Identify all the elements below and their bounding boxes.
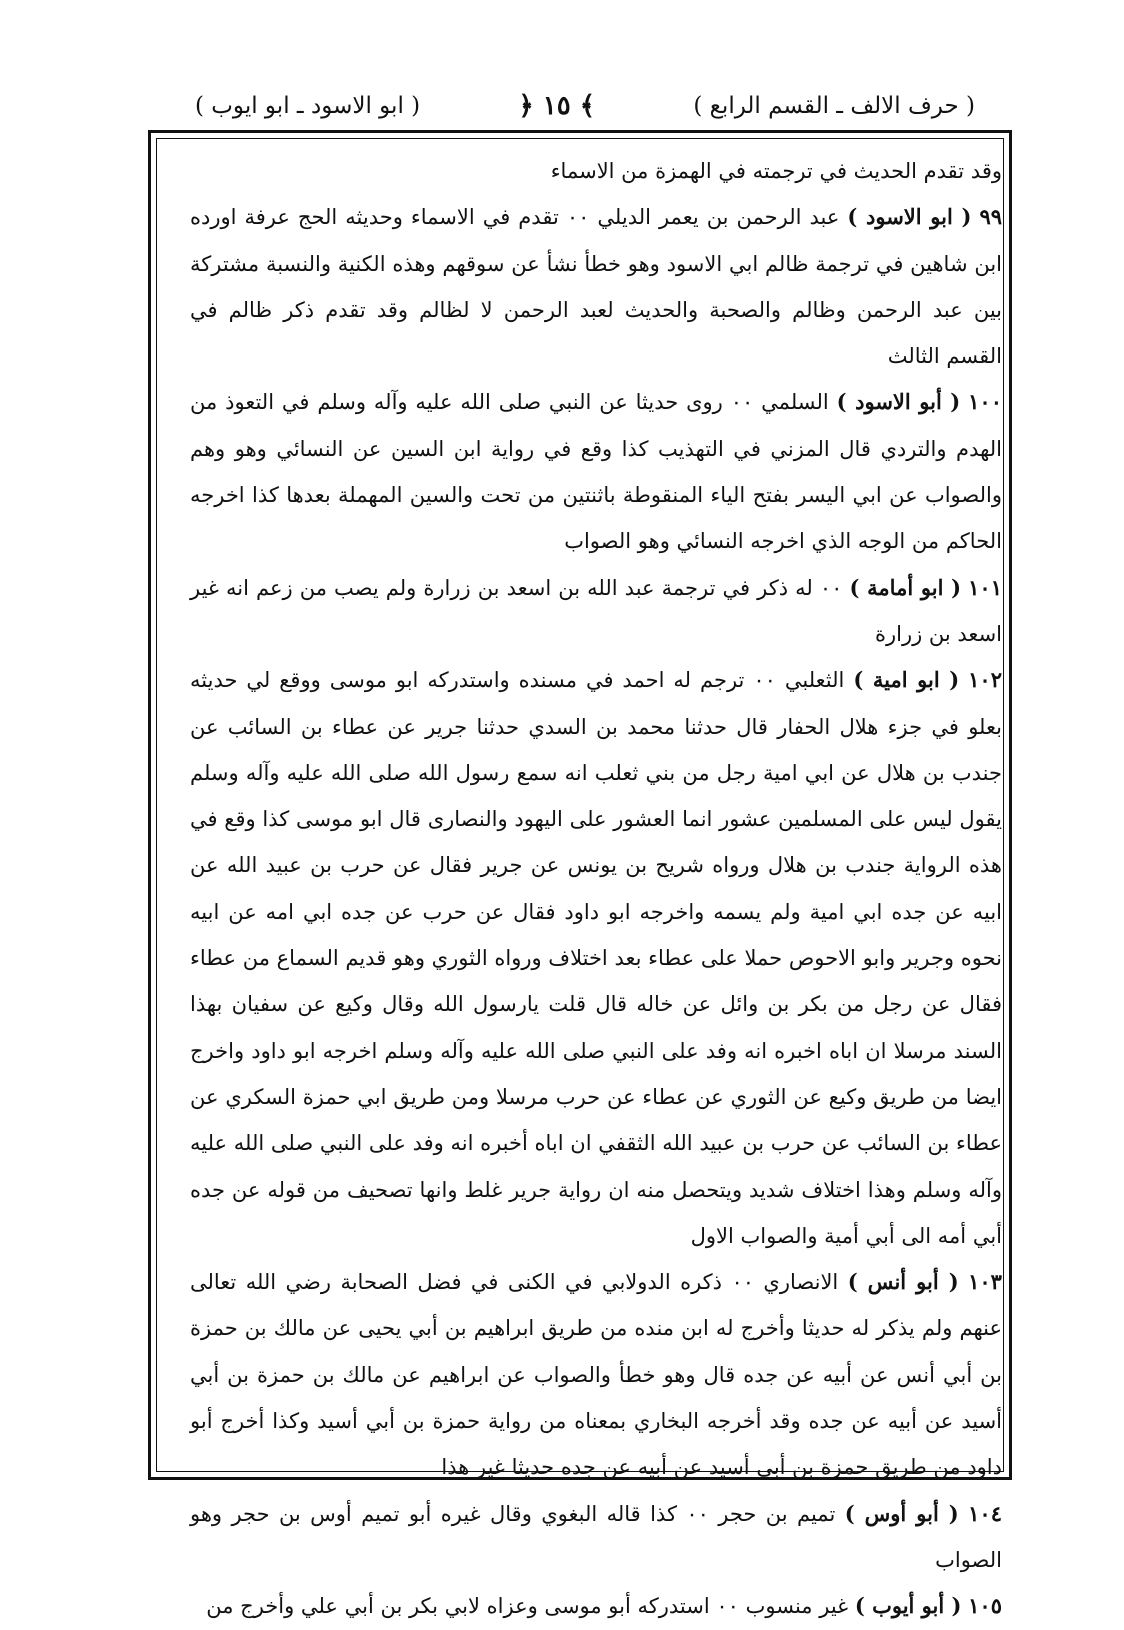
entry-number: ١٠٠ (968, 389, 1002, 415)
entry-number: ٩٩ (979, 204, 1002, 230)
entry-101 (190, 565, 1002, 658)
entry-name: ( أبو أيوب ) (854, 1593, 962, 1619)
entry-text: السلمي ٠٠ روى حديثا عن النبي صلى الله عليه وآله وسلم في التعوذ من الهدم والتردي قال المزني في التهذيب كذا وقع في رواية ابن السين عن النسائي وهو وهم والصواب عن ابي اليسر بفتح الياء المنقوطة باثنتين من تحت والسين المهملة بعدها كذا اخرجه الحاكم من الوجه الذي اخرجه النسائي وهو الصواب (190, 390, 1002, 554)
entry-number: ١٠٤ (968, 1500, 1002, 1526)
entry-name: ( ابو أمامة ) (849, 574, 962, 600)
running-header (195, 85, 975, 127)
entry-name: ( أبو أوس ) (844, 1500, 959, 1526)
entry-100 (190, 379, 1002, 564)
body-text (190, 148, 1002, 1630)
entry-text: الثعلبي ٠٠ ترجم له احمد في مسنده واستدركه ابو موسى ووقع لي حديثه بعلو في جزء هلال الحفار قال حدثنا محمد بن السدي حدثنا جرير عن عطاء بن السائب عن جندب بن هلال عن ابي امية رجل من بني ثعلب انه سمع رسول الله صلى الله عليه وآله وسلم يقول ليس على المسلمين عشور انما العشور على اليهود والنصارى قال ابو موسى كذا وقع في هذه الرواية جندب بن هلال ورواه شريح بن يونس عن جرير فقال عن حرب بن عبيد الله عن ابيه عن جده ابي امية ولم يسمه واخرجه ابو داود فقال عن حرب عن جده ابي امه عن ابيه نحوه وجرير وابو الاحوص حملا على عطاء بعد اختلاف ورواه الثوري وهو قديم السماع من عطاء فقال عن رجل من بكر بن وائل عن خاله قال قلت يارسول الله وقال وكيع عن سفيان بهذا السند مرسلا ان اباه اخبره انه وفد على النبي صلى الله عليه وآله وسلم اخرجه ابو داود واخرج ايضا من طريق وكيع عن الثوري عن عطاء عن حرب مرسلا ومن طريق ابي حمزة السكري عن عطاء بن السائب عن حرب بن عبيد الله الثقفي ان اباه أخبره انه وفد على النبي صلى الله عليه وآله وسلم وهذا اختلاف شديد ويتحصل منه ان رواية جرير غلط وانها تصحيف من قوله عن جده أبي أمه الى أبي أمية والصواب الاول (190, 668, 1002, 1248)
header-right-title: ( حرف الالف ـ القسم الرابع ) (693, 93, 975, 119)
entry-name: ( أبو الاسود ) (836, 389, 961, 415)
entry-text: تميم بن حجر ٠٠ كذا قاله البغوي وقال غيره أبو تميم أوس بن حجر وهو الصواب (190, 1501, 1002, 1572)
entry-name: ( ابو الاسود ) (847, 204, 972, 230)
entry-text: عبد الرحمن بن يعمر الديلي ٠٠ تقدم في الاسماء وحديثه الحج عرفة اورده ابن شاهين في ترجمة ظالم ابي الاسود وهو خطأ نشأ عن سوقهم وهذه الكنية والنسبة مشتركة بين عبد الرحمن وظالم والصحبة والحديث لعبد الرحمن لا لظالم وقد تقدم ذكر ظالم في القسم الثالث (190, 205, 1002, 369)
entry-104 (190, 1491, 1002, 1584)
paragraph-continuation (190, 148, 1002, 194)
entry-number: ١٠٢ (968, 667, 1002, 693)
entry-103 (190, 1259, 1002, 1490)
entry-number: ١٠١ (968, 574, 1002, 600)
entry-text: الانصاري ٠٠ ذكره الدولابي في الكنى في فضل الصحابة رضي الله تعالى عنهم ولم يذكر له حديثا وأخرج له ابن منده من طريق ابراهيم بن أبي يحيى عن مالك بن حمزة بن أبي أنس عن أبيه عن جده قال وهو خطأ والصواب عن ابراهيم عن مالك بن حمزة بن أبي أسيد عن أبيه عن جده وقد أخرجه البخاري بمعناه من رواية حمزة بن أبي أسيد وكذا أخرج أبو داود من طريق حمزة بن أبي أسيد عن أبيه عن جده حديثا غير هذا (190, 1270, 1002, 1480)
entry-name: ( أبو أنس ) (847, 1269, 959, 1295)
entry-text: ٠٠ له ذكر في ترجمة عبد الله بن اسعد بن زرارة ولم يصب من زعم انه غير اسعد بن زرارة (190, 575, 1002, 646)
entry-name: ( ابو امية ) (853, 667, 960, 693)
page-number: ﴾ ١٥ ﴿ (518, 91, 596, 121)
paragraph-text: وقد تقدم الحديث في ترجمته في الهمزة من الاسماء (550, 159, 1002, 183)
entry-102 (190, 657, 1002, 1259)
entry-text: غير منسوب ٠٠ استدركه أبو موسى وعزاه لابي بكر بن أبي علي وأخرج من (206, 1594, 849, 1619)
entry-105 (190, 1583, 1002, 1629)
entry-99 (190, 194, 1002, 379)
entry-number: ١٠٥ (968, 1593, 1002, 1619)
entry-number: ١٠٣ (968, 1269, 1002, 1295)
header-left-title: ( ابو الاسود ـ ابو ايوب ) (195, 93, 421, 119)
